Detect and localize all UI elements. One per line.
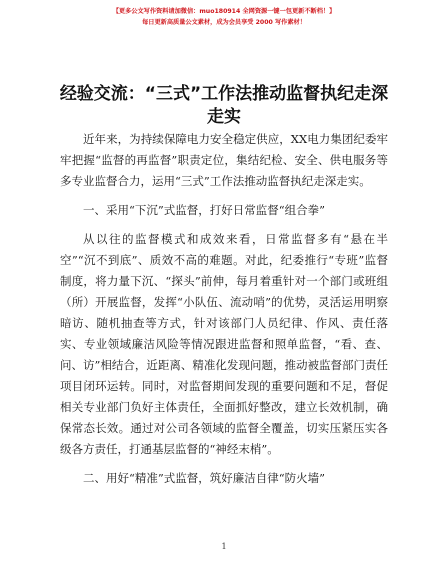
section-heading-1: 一、采用“下沉”式监督，打好日常监督“组合拳” [83, 203, 326, 217]
document-title: 经验交流：“三式”工作法推动监督执纪走深走实 [59, 84, 389, 127]
section-heading-2: 二、用好“精准”式监督，筑好廉洁自律“防火墙” [83, 471, 326, 485]
page-number: 1 [221, 542, 227, 551]
body-paragraph: 从以往的监督模式和成效来看，日常监督多有“悬在半空”“沉不到底”、质效不高的难题。对此，纪委推行“专班”监督制度，将力量下沉、“探头”前伸，每月着重针对一个部门或班组（所）开展监督，发挥“小队伍、流动哨”的优势，灵活运用明察暗访、随机抽查等方式，针对该部门人员纪律、作风、责任落实、专业领域廉洁风险等情况跟进监督和照单监督，“看、查、问、访”相结合，近距离、精准化发现问题，推动被监督部门责任项目闭环运转。同时，对监督期间发现的重要问题和不足，督促相关专业部门负好主体责任，全面抓好整改，建立长效机制，确保常态长效。通过对公司各领域的监督全覆盖，切实压紧压实各级各方责任，打通基层监督的“神经末梢”。 [60, 232, 388, 456]
promo-banner-line-1: 【更多公文写作资料请加微信：muo180914 全网资源一键一包更新不断档！】 [112, 8, 336, 15]
document-body [60, 129, 388, 489]
intro-paragraph: 近年来，为持续保障电力安全稳定供应，XX电力集团纪委牢牢把握“监督的再监督”职责定位，集结纪检、安全、供电服务等多专业监督合力，运用“三式”工作法推动监督执纪走深走实。 [60, 132, 388, 188]
promo-banner-line-2: 每日更新高质量公文素材，成为会员享受 2000 写作素材！ [142, 19, 306, 26]
promo-banner [0, 6, 448, 28]
